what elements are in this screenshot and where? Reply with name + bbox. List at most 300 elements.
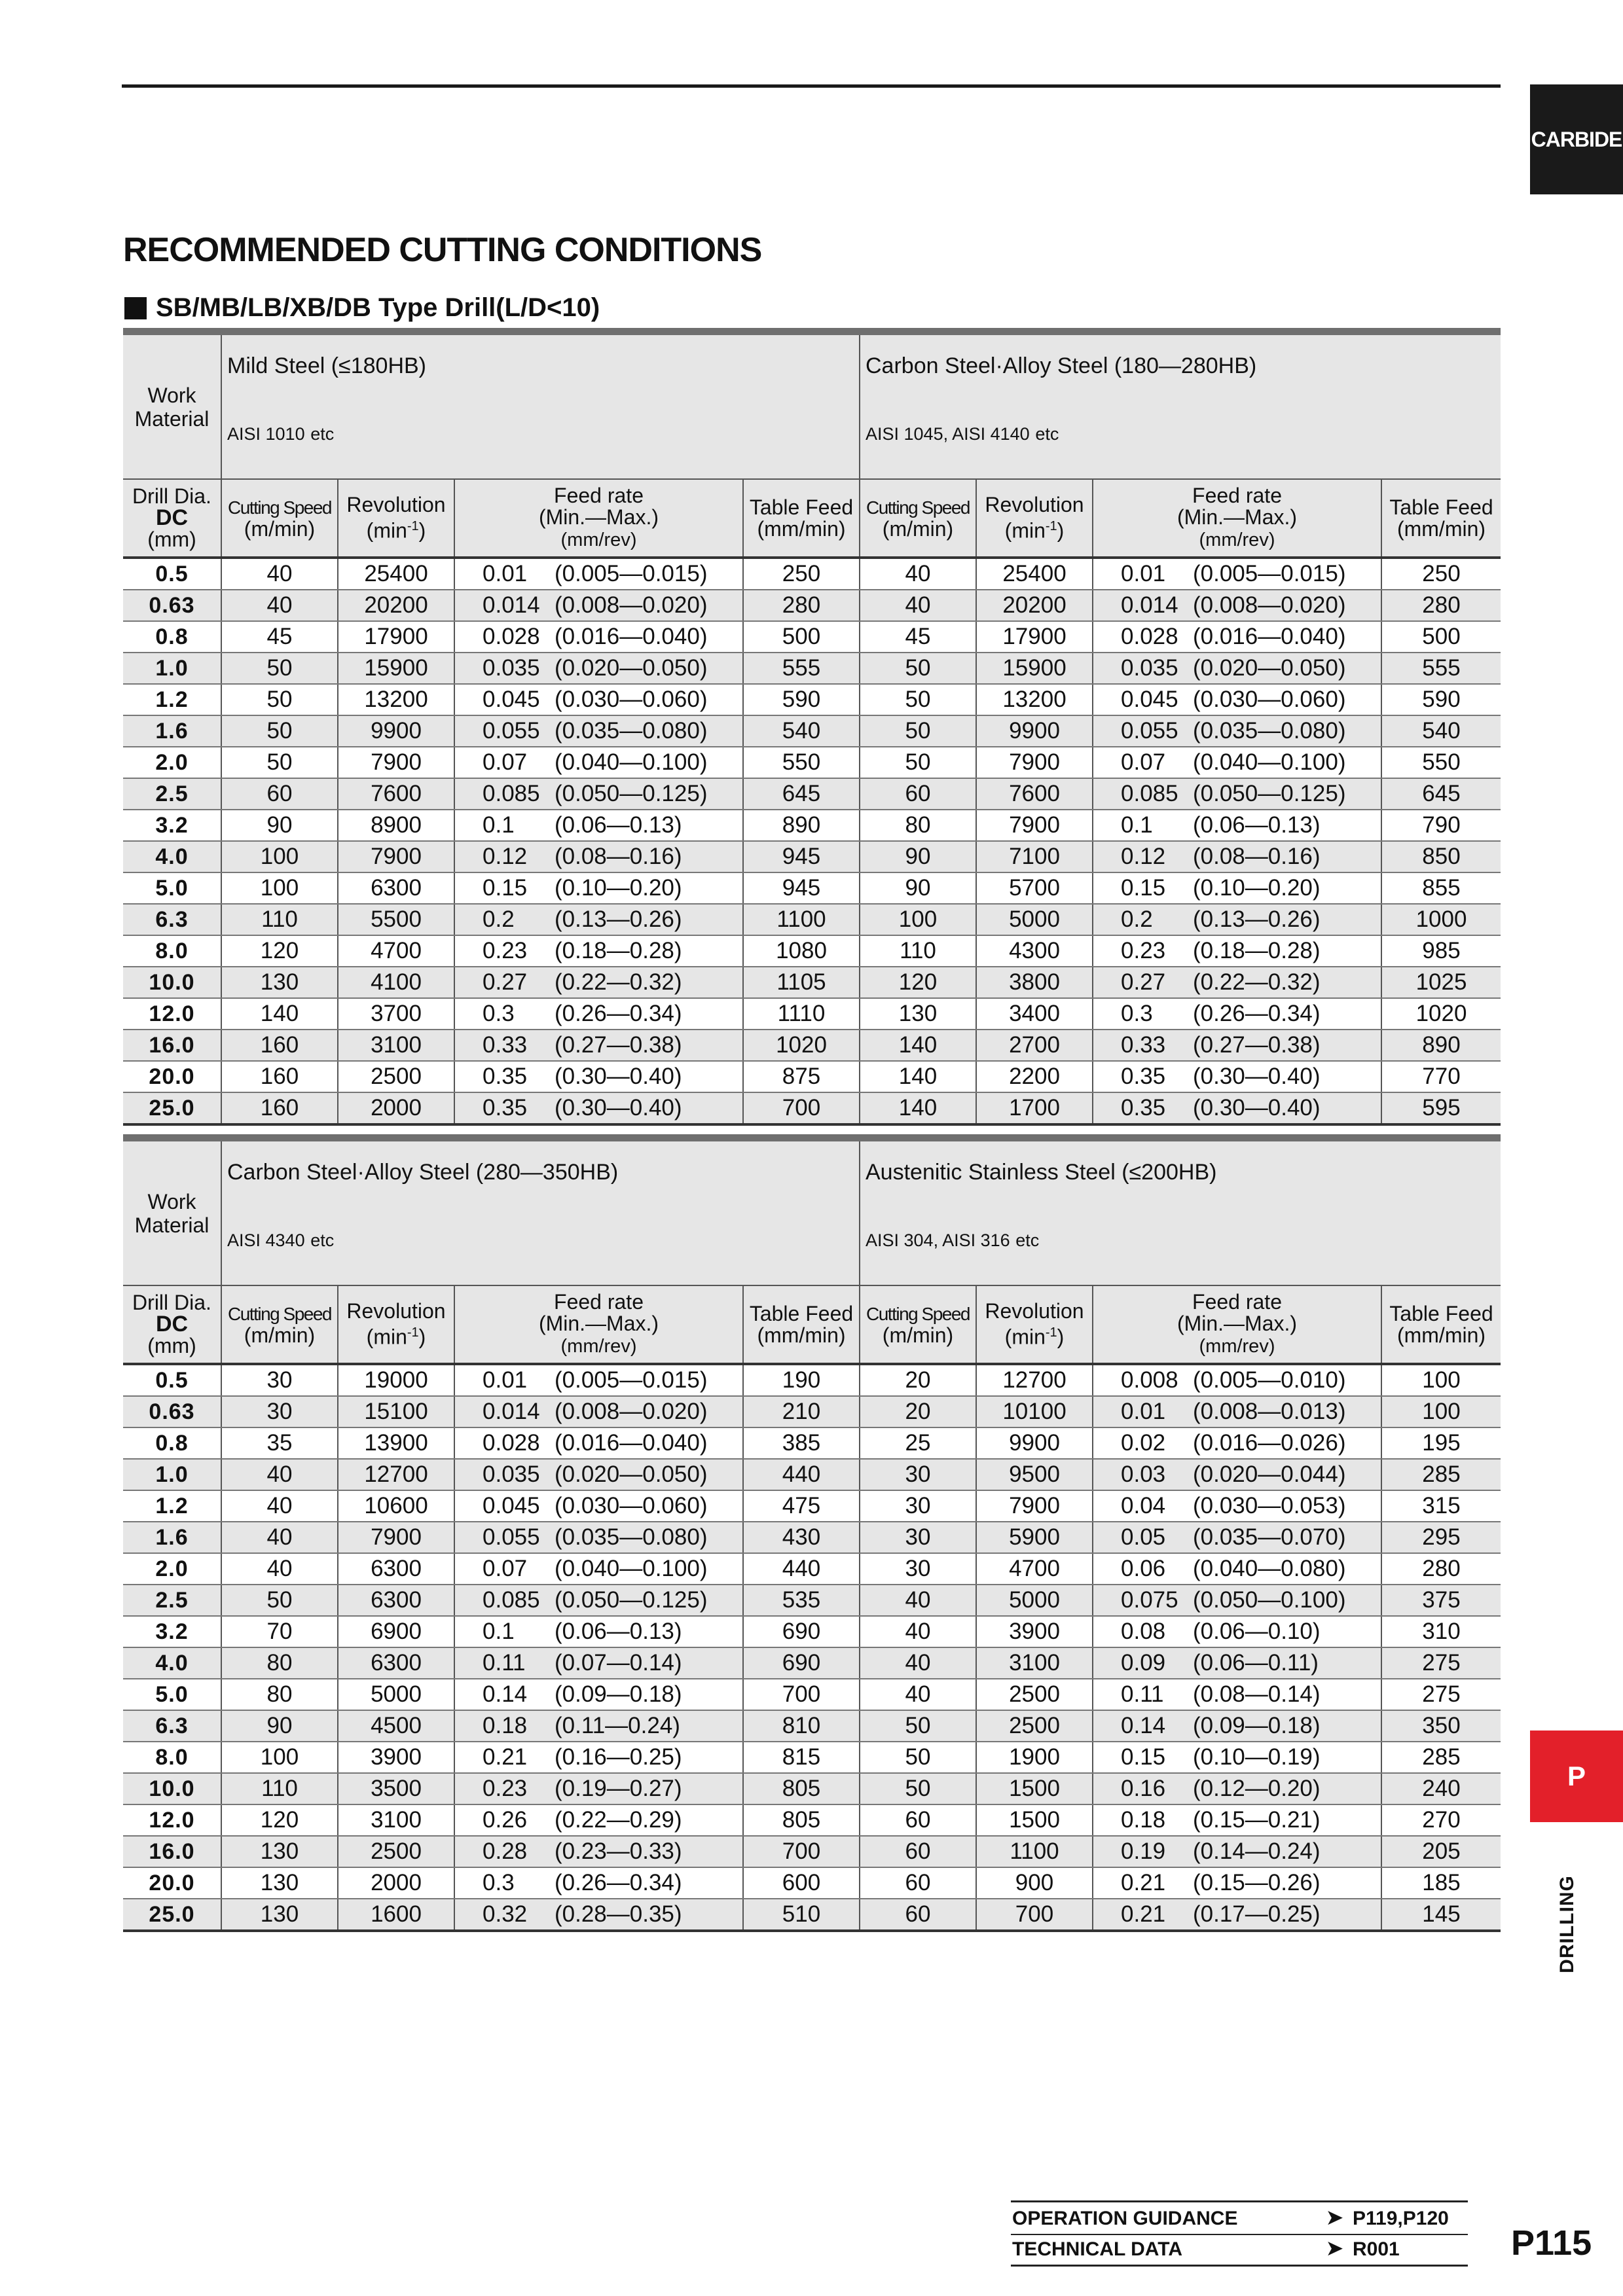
table-row bbox=[123, 1490, 1501, 1522]
table-row bbox=[123, 1647, 1501, 1679]
feed-rate-cell bbox=[1093, 747, 1381, 778]
drill-dia-value: 1.6 bbox=[155, 1524, 189, 1550]
drill-dia-cell bbox=[123, 810, 221, 841]
feed-rate-header bbox=[454, 479, 743, 558]
cutting-speed-cell bbox=[221, 1899, 338, 1931]
feed-rate-cell bbox=[454, 1490, 743, 1522]
cutting-speed-header bbox=[860, 479, 976, 558]
feed-rate-range: (0.30—0.40) bbox=[555, 1064, 682, 1089]
revolution-cell bbox=[976, 1396, 1093, 1427]
header-text: (min bbox=[366, 518, 407, 543]
table-feed-cell bbox=[743, 872, 860, 904]
cutting-speed-cell bbox=[860, 841, 976, 872]
feed-rate-value: 0.28 bbox=[483, 1839, 528, 1864]
feed-rate-value: 0.028 bbox=[1121, 624, 1178, 649]
revolution-value: 15900 bbox=[1002, 655, 1067, 681]
table-feed-cell bbox=[743, 1490, 860, 1522]
feed-rate-cell bbox=[454, 1522, 743, 1553]
cutting-speed-value: 40 bbox=[266, 1462, 293, 1487]
revolution-value: 6300 bbox=[371, 1587, 422, 1613]
feed-rate-range: (0.035—0.080) bbox=[555, 1524, 708, 1550]
table-feed-value: 250 bbox=[782, 561, 821, 586]
drill-dia-value: 0.63 bbox=[149, 1399, 195, 1424]
feed-rate-value: 0.01 bbox=[483, 561, 528, 586]
header-text: (min bbox=[366, 1325, 407, 1349]
feed-rate-value: 0.21 bbox=[1121, 1870, 1166, 1895]
feed-rate-range: (0.22—0.29) bbox=[555, 1807, 682, 1833]
feed-rate-range: (0.008—0.020) bbox=[555, 592, 708, 618]
header-text: (m/min) bbox=[244, 1323, 316, 1347]
revolution-value: 25400 bbox=[1002, 561, 1067, 586]
feed-rate-value: 0.05 bbox=[1121, 1524, 1166, 1550]
revolution-value: 9500 bbox=[1009, 1462, 1060, 1487]
header-text: (m/min) bbox=[882, 517, 954, 541]
work-material-row bbox=[123, 1138, 1501, 1286]
table-row bbox=[123, 653, 1501, 684]
cutting-speed-cell bbox=[221, 621, 338, 653]
header-text: ) bbox=[1057, 518, 1065, 543]
header-text: ) bbox=[1057, 1325, 1065, 1349]
cutting-speed-value: 40 bbox=[266, 1524, 293, 1550]
revolution-value: 12700 bbox=[364, 1462, 428, 1487]
table-feed-value: 890 bbox=[782, 812, 821, 838]
cutting-speed-value: 120 bbox=[260, 1807, 299, 1833]
drill-dia-header bbox=[123, 1285, 221, 1364]
table-feed-value: 535 bbox=[782, 1587, 821, 1613]
header-text: Table Feed bbox=[749, 495, 854, 519]
table-feed-cell bbox=[1381, 1092, 1501, 1124]
feed-rate-range: (0.035—0.080) bbox=[555, 718, 708, 744]
table-row bbox=[123, 1710, 1501, 1742]
feed-rate-cell bbox=[454, 1585, 743, 1616]
cutting-speed-cell bbox=[860, 1867, 976, 1899]
table-feed-cell bbox=[743, 1585, 860, 1616]
feed-rate-value: 0.12 bbox=[1121, 844, 1166, 869]
table-feed-value: 100 bbox=[1422, 1399, 1461, 1424]
revolution-value: 2000 bbox=[371, 1095, 422, 1121]
feed-rate-cell bbox=[454, 590, 743, 621]
feed-rate-cell bbox=[1093, 558, 1381, 590]
header-text: Table Feed bbox=[1389, 1301, 1493, 1325]
feed-rate-cell bbox=[454, 1710, 743, 1742]
revolution-value: 17900 bbox=[364, 624, 428, 649]
table-feed-value: 945 bbox=[782, 844, 821, 869]
feed-rate-cell bbox=[454, 1679, 743, 1710]
header-text: ) bbox=[418, 518, 426, 543]
table-feed-value: 275 bbox=[1422, 1650, 1461, 1676]
cutting-speed-cell bbox=[860, 1710, 976, 1742]
table-feed-value: 890 bbox=[1422, 1032, 1461, 1058]
feed-rate-range: (0.008—0.013) bbox=[1193, 1399, 1346, 1424]
table-feed-cell bbox=[743, 1522, 860, 1553]
cutting-speed-cell bbox=[221, 872, 338, 904]
table-feed-header bbox=[743, 479, 860, 558]
table-feed-value: 190 bbox=[782, 1367, 821, 1393]
table-row bbox=[123, 1396, 1501, 1427]
feed-rate-value: 0.035 bbox=[483, 655, 540, 681]
table-row bbox=[123, 1427, 1501, 1459]
feed-rate-value: 0.045 bbox=[1121, 687, 1178, 712]
revolution-value: 7100 bbox=[1009, 844, 1060, 869]
header-text: (Min.—Max.) bbox=[538, 1312, 659, 1335]
feed-rate-value: 0.008 bbox=[1121, 1367, 1178, 1393]
revolution-cell bbox=[976, 558, 1093, 590]
revolution-cell bbox=[338, 872, 454, 904]
revolution-value: 13200 bbox=[1002, 687, 1067, 712]
revolution-cell bbox=[976, 1742, 1093, 1773]
header-text: Feed rate bbox=[554, 1290, 644, 1314]
feed-rate-value: 0.15 bbox=[1121, 875, 1166, 901]
table-row bbox=[123, 1522, 1501, 1553]
feed-rate-cell bbox=[1093, 1364, 1381, 1396]
feed-rate-value: 0.04 bbox=[1121, 1493, 1166, 1518]
table-feed-value: 385 bbox=[782, 1430, 821, 1456]
cutting-speed-cell bbox=[860, 1616, 976, 1647]
drill-dia-cell bbox=[123, 1742, 221, 1773]
drill-dia-cell bbox=[123, 684, 221, 715]
feed-rate-range: (0.18—0.28) bbox=[555, 938, 682, 963]
revolution-cell bbox=[976, 1647, 1093, 1679]
feed-rate-cell bbox=[1093, 1092, 1381, 1124]
drill-dia-value: 1.2 bbox=[155, 1493, 189, 1518]
cutting-speed-cell bbox=[860, 684, 976, 715]
cutting-speed-cell bbox=[860, 1804, 976, 1836]
material-cell bbox=[221, 1138, 860, 1286]
cutting-speed-cell bbox=[860, 778, 976, 810]
revolution-value: 8900 bbox=[371, 812, 422, 838]
table-feed-value: 205 bbox=[1422, 1839, 1461, 1864]
revolution-value: 15100 bbox=[364, 1399, 428, 1424]
drill-dia-cell bbox=[123, 747, 221, 778]
drill-dia-value: 2.5 bbox=[155, 1587, 189, 1613]
table-feed-value: 790 bbox=[1422, 812, 1461, 838]
drill-dia-cell bbox=[123, 998, 221, 1030]
feed-rate-value: 0.07 bbox=[1121, 749, 1166, 775]
cutting-speed-value: 50 bbox=[905, 655, 931, 681]
table-feed-value: 645 bbox=[1422, 781, 1461, 806]
feed-rate-value: 0.014 bbox=[1121, 592, 1178, 618]
table-feed-value: 145 bbox=[1422, 1901, 1461, 1927]
feed-rate-cell bbox=[454, 1836, 743, 1867]
revolution-cell bbox=[976, 1804, 1093, 1836]
feed-rate-cell bbox=[454, 684, 743, 715]
cutting-speed-cell bbox=[860, 967, 976, 998]
cutting-speed-cell bbox=[221, 747, 338, 778]
section-p-tab[interactable]: P bbox=[1530, 1731, 1623, 1822]
revolution-cell bbox=[976, 747, 1093, 778]
table-feed-value: 270 bbox=[1422, 1807, 1461, 1833]
table-feed-value: 1080 bbox=[776, 938, 827, 963]
feed-rate-cell bbox=[1093, 715, 1381, 747]
feed-rate-value: 0.01 bbox=[1121, 1399, 1166, 1424]
revolution-value: 4100 bbox=[371, 969, 422, 995]
table-feed-value: 700 bbox=[782, 1839, 821, 1864]
cutting-speed-value: 40 bbox=[905, 561, 931, 586]
table-row bbox=[123, 967, 1501, 998]
feed-rate-cell bbox=[1093, 1836, 1381, 1867]
cutting-speed-cell bbox=[221, 1490, 338, 1522]
revolution-value: 7900 bbox=[1009, 1493, 1060, 1518]
feed-rate-range: (0.06—0.13) bbox=[555, 812, 682, 838]
cutting-speed-value: 60 bbox=[905, 1870, 931, 1895]
drill-dia-cell bbox=[123, 1836, 221, 1867]
table-feed-cell bbox=[743, 1616, 860, 1647]
feed-rate-range: (0.27—0.38) bbox=[555, 1032, 682, 1058]
revolution-value: 700 bbox=[1015, 1901, 1054, 1927]
drill-dia-value: 5.0 bbox=[155, 1681, 189, 1707]
table-feed-cell bbox=[743, 810, 860, 841]
revolution-value: 7900 bbox=[371, 749, 422, 775]
table-feed-cell bbox=[1381, 1364, 1501, 1396]
drill-dia-cell bbox=[123, 1030, 221, 1061]
cutting-speed-value: 40 bbox=[905, 592, 931, 618]
table-feed-cell bbox=[1381, 590, 1501, 621]
drill-dia-header bbox=[123, 479, 221, 558]
material-grade: AISI 1010 bbox=[227, 424, 305, 444]
feed-rate-value: 0.08 bbox=[1121, 1619, 1166, 1644]
revolution-cell bbox=[338, 747, 454, 778]
cutting-speed-cell bbox=[221, 1030, 338, 1061]
feed-rate-value: 0.1 bbox=[483, 1619, 515, 1644]
material-name: Carbon Steel·Alloy Steel (280—350HB) bbox=[227, 1160, 619, 1185]
table-row bbox=[123, 1679, 1501, 1710]
table-feed-cell bbox=[743, 1396, 860, 1427]
feed-rate-cell bbox=[454, 715, 743, 747]
table-feed-cell bbox=[1381, 810, 1501, 841]
header-text: Revolution bbox=[346, 493, 446, 517]
table-feed-value: 600 bbox=[782, 1870, 821, 1895]
drill-dia-value: 0.8 bbox=[155, 1430, 189, 1456]
feed-rate-range: (0.035—0.080) bbox=[1193, 718, 1346, 744]
revolution-value: 12700 bbox=[1002, 1367, 1067, 1393]
table-feed-cell bbox=[1381, 747, 1501, 778]
cutting-speed-cell bbox=[860, 1522, 976, 1553]
footer-link-operation-guidance[interactable] bbox=[1011, 2200, 1468, 2235]
cutting-speed-cell bbox=[860, 1585, 976, 1616]
table-row bbox=[123, 1867, 1501, 1899]
drill-dia-value: 0.5 bbox=[155, 561, 189, 586]
revolution-cell bbox=[338, 1030, 454, 1061]
cutting-speed-value: 90 bbox=[905, 875, 931, 901]
square-bullet-icon bbox=[124, 297, 147, 319]
table-feed-value: 810 bbox=[782, 1713, 821, 1738]
table-feed-cell bbox=[743, 684, 860, 715]
feed-rate-cell bbox=[454, 1030, 743, 1061]
feed-rate-range: (0.13—0.26) bbox=[555, 906, 682, 932]
drill-dia-cell bbox=[123, 1396, 221, 1427]
drill-dia-value: 0.5 bbox=[155, 1367, 189, 1393]
drill-dia-value: 0.63 bbox=[149, 592, 195, 618]
feed-rate-value: 0.12 bbox=[483, 844, 528, 869]
revolution-cell bbox=[976, 1061, 1093, 1092]
table-feed-cell bbox=[1381, 1396, 1501, 1427]
feed-rate-cell bbox=[454, 935, 743, 967]
feed-rate-cell bbox=[454, 872, 743, 904]
drill-dia-value: 1.2 bbox=[155, 687, 189, 712]
feed-rate-range: (0.16—0.25) bbox=[555, 1744, 682, 1770]
revolution-cell bbox=[976, 1030, 1093, 1061]
feed-rate-range: (0.030—0.060) bbox=[1193, 687, 1346, 712]
cutting-speed-cell bbox=[860, 1061, 976, 1092]
feed-rate-range: (0.050—0.100) bbox=[1193, 1587, 1346, 1613]
cutting-speed-header bbox=[221, 1285, 338, 1364]
table-feed-cell bbox=[1381, 1616, 1501, 1647]
feed-rate-value: 0.18 bbox=[483, 1713, 528, 1738]
cutting-speed-value: 50 bbox=[905, 687, 931, 712]
table-feed-value: 805 bbox=[782, 1807, 821, 1833]
feed-rate-range: (0.26—0.34) bbox=[555, 1870, 682, 1895]
revolution-cell bbox=[338, 935, 454, 967]
cutting-speed-cell bbox=[221, 904, 338, 935]
feed-rate-value: 0.09 bbox=[1121, 1650, 1166, 1676]
cutting-speed-cell bbox=[221, 684, 338, 715]
feed-rate-range: (0.050—0.125) bbox=[1193, 781, 1346, 806]
cutting-speed-cell bbox=[860, 1030, 976, 1061]
table-feed-cell bbox=[1381, 653, 1501, 684]
table-feed-value: 310 bbox=[1422, 1619, 1461, 1644]
table-row bbox=[123, 998, 1501, 1030]
revolution-cell bbox=[338, 1364, 454, 1396]
cutting-speed-value: 130 bbox=[260, 1901, 299, 1927]
table-feed-value: 280 bbox=[1422, 592, 1461, 618]
table-row bbox=[123, 1364, 1501, 1396]
feed-rate-value: 0.27 bbox=[1121, 969, 1166, 995]
revolution-cell bbox=[976, 1616, 1093, 1647]
feed-rate-cell bbox=[454, 904, 743, 935]
header-text: Feed rate bbox=[554, 484, 644, 507]
cutting-speed-cell bbox=[860, 1459, 976, 1490]
revolution-value: 19000 bbox=[364, 1367, 428, 1393]
drill-dia-cell bbox=[123, 1522, 221, 1553]
feed-rate-range: (0.008—0.020) bbox=[1193, 592, 1346, 618]
table-feed-cell bbox=[1381, 1647, 1501, 1679]
drill-dia-value: 10.0 bbox=[149, 1776, 195, 1801]
feed-rate-range: (0.08—0.16) bbox=[1193, 844, 1321, 869]
table-feed-cell bbox=[1381, 1553, 1501, 1585]
feed-rate-range: (0.17—0.25) bbox=[1193, 1901, 1321, 1927]
drill-dia-cell bbox=[123, 1427, 221, 1459]
feed-rate-cell bbox=[1093, 1427, 1381, 1459]
feed-rate-range: (0.030—0.060) bbox=[555, 687, 708, 712]
table-row bbox=[123, 1742, 1501, 1773]
feed-rate-value: 0.055 bbox=[1121, 718, 1178, 744]
feed-rate-value: 0.035 bbox=[1121, 655, 1178, 681]
revolution-value: 9900 bbox=[1009, 1430, 1060, 1456]
revolution-cell bbox=[338, 778, 454, 810]
table-feed-value: 850 bbox=[1422, 844, 1461, 869]
cutting-speed-cell bbox=[860, 590, 976, 621]
feed-rate-cell bbox=[1093, 778, 1381, 810]
revolution-cell bbox=[338, 653, 454, 684]
feed-rate-cell bbox=[454, 1899, 743, 1931]
revolution-value: 25400 bbox=[364, 561, 428, 586]
feed-rate-range: (0.22—0.32) bbox=[1193, 969, 1321, 995]
header-text: -1 bbox=[407, 1325, 419, 1340]
drill-dia-cell bbox=[123, 1459, 221, 1490]
feed-rate-value: 0.2 bbox=[1121, 906, 1153, 932]
material-grade-suffix: etc bbox=[310, 424, 335, 444]
revolution-value: 2200 bbox=[1009, 1064, 1060, 1089]
cutting-speed-cell bbox=[221, 653, 338, 684]
revolution-value: 6300 bbox=[371, 1556, 422, 1581]
feed-rate-value: 0.18 bbox=[1121, 1807, 1166, 1833]
cutting-speed-value: 50 bbox=[266, 1587, 293, 1613]
feed-rate-value: 0.3 bbox=[483, 1001, 515, 1026]
cutting-speed-value: 40 bbox=[905, 1681, 931, 1707]
table-feed-cell bbox=[743, 1030, 860, 1061]
cutting-speed-cell bbox=[860, 935, 976, 967]
feed-rate-cell bbox=[454, 1459, 743, 1490]
table-feed-value: 185 bbox=[1422, 1870, 1461, 1895]
feed-rate-range: (0.020—0.050) bbox=[1193, 655, 1346, 681]
drill-dia-value: 25.0 bbox=[149, 1901, 195, 1927]
cutting-speed-cell bbox=[860, 872, 976, 904]
cutting-speed-value: 100 bbox=[260, 844, 299, 869]
table-row bbox=[123, 621, 1501, 653]
table-feed-cell bbox=[743, 1710, 860, 1742]
table-row bbox=[123, 558, 1501, 590]
table-row bbox=[123, 1773, 1501, 1804]
header-text: Drill Dia. bbox=[132, 1291, 211, 1314]
feed-rate-cell bbox=[1093, 621, 1381, 653]
cutting-speed-value: 90 bbox=[266, 1713, 293, 1738]
table-row bbox=[123, 778, 1501, 810]
feed-rate-cell bbox=[454, 1092, 743, 1124]
revolution-header bbox=[976, 479, 1093, 558]
drill-dia-cell bbox=[123, 1585, 221, 1616]
feed-rate-range: (0.30—0.40) bbox=[1193, 1095, 1321, 1121]
table-feed-value: 690 bbox=[782, 1619, 821, 1644]
revolution-value: 5900 bbox=[1009, 1524, 1060, 1550]
cutting-conditions-table-2 bbox=[123, 1134, 1501, 1932]
feed-rate-value: 0.33 bbox=[1121, 1032, 1166, 1058]
drill-dia-value: 12.0 bbox=[149, 1807, 195, 1833]
page-number: P115 bbox=[1511, 2223, 1592, 2263]
revolution-value: 4300 bbox=[1009, 938, 1060, 963]
table-feed-value: 1020 bbox=[1415, 1001, 1467, 1026]
feed-rate-range: (0.030—0.060) bbox=[555, 1493, 708, 1518]
revolution-cell bbox=[976, 1867, 1093, 1899]
header-text: Cutting Speed bbox=[228, 497, 331, 518]
revolution-value: 17900 bbox=[1002, 624, 1067, 649]
footer-link-technical-data[interactable] bbox=[1011, 2233, 1468, 2267]
cutting-speed-cell bbox=[860, 1553, 976, 1585]
table-row bbox=[123, 904, 1501, 935]
revolution-cell bbox=[338, 558, 454, 590]
table-feed-header bbox=[743, 1285, 860, 1364]
feed-rate-value: 0.11 bbox=[483, 1650, 526, 1676]
table-feed-value: 275 bbox=[1422, 1681, 1461, 1707]
table-feed-value: 1020 bbox=[776, 1032, 827, 1058]
header-text: (min bbox=[1004, 1325, 1046, 1349]
table-feed-cell bbox=[743, 1742, 860, 1773]
cutting-speed-value: 140 bbox=[898, 1064, 938, 1089]
revolution-cell bbox=[976, 621, 1093, 653]
table-feed-cell bbox=[1381, 935, 1501, 967]
cutting-speed-value: 30 bbox=[905, 1462, 931, 1487]
table-feed-value: 240 bbox=[1422, 1776, 1461, 1801]
feed-rate-cell bbox=[1093, 1647, 1381, 1679]
revolution-value: 5000 bbox=[1009, 1587, 1060, 1613]
table-feed-value: 285 bbox=[1422, 1744, 1461, 1770]
revolution-cell bbox=[976, 1092, 1093, 1124]
drill-dia-cell bbox=[123, 653, 221, 684]
footer-link-ref: R001 bbox=[1353, 2238, 1400, 2260]
table-feed-cell bbox=[1381, 778, 1501, 810]
feed-rate-range: (0.22—0.32) bbox=[555, 969, 682, 995]
revolution-cell bbox=[338, 1427, 454, 1459]
revolution-value: 10100 bbox=[1002, 1399, 1067, 1424]
